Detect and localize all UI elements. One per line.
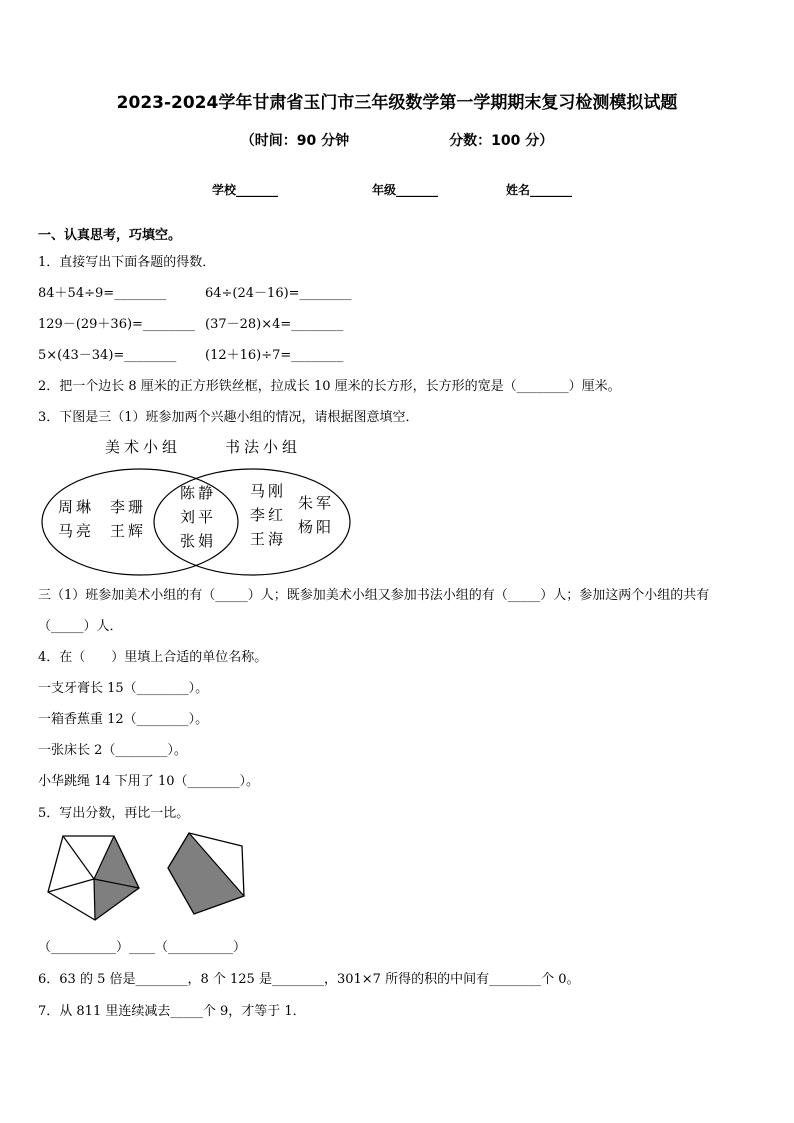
- calc-item: 64÷(24－16)=________: [205, 286, 352, 301]
- unit-item: 一箱香蕉重 12（________）。: [38, 712, 209, 727]
- question-5-stem: 5．写出分数，再比一比。: [38, 806, 190, 821]
- calc-item: 5×(43－34)=________: [38, 348, 177, 363]
- venn-diagram: [40, 432, 360, 582]
- calc-item: 129－(29＋36)=________: [38, 317, 195, 332]
- pentagon-divider: [48, 879, 94, 892]
- venn-member: 李红: [250, 506, 287, 524]
- venn-member: 杨阳: [298, 518, 335, 536]
- calc-item: (37－28)×4=________: [205, 317, 344, 332]
- unit-item: 一支牙膏长 15（________）。: [38, 681, 209, 696]
- section-heading: 一、认真思考，巧填空。: [38, 228, 182, 243]
- venn-member: 朱军: [298, 494, 335, 512]
- question-6: 6．63 的 5 倍是________，8 个 125 是________，301×7 所得的积的中间有________个 0。: [38, 972, 580, 987]
- venn-member: 陈静: [180, 484, 217, 502]
- question-7: 7．从 811 里连续减去_____个 9，才等于 1．: [38, 1004, 306, 1019]
- question-5-answer-line: （__________）____（__________）: [38, 940, 247, 955]
- calc-item: (12＋16)÷7=________: [205, 348, 344, 363]
- venn-member: 刘平: [180, 508, 217, 526]
- pentagon-divider: [63, 836, 94, 879]
- calc-item: 84＋54÷9=________: [38, 286, 167, 301]
- pentagon-figure-right: [164, 828, 254, 918]
- venn-member: 李珊: [110, 498, 147, 516]
- grade-field: 年级_______: [372, 183, 439, 197]
- exam-info: [0, 130, 794, 150]
- unit-item: 一张床长 2（________）。: [38, 743, 187, 758]
- venn-member: 周琳: [58, 498, 95, 516]
- total-score: 分数：100 分）: [449, 133, 554, 149]
- venn-member: 王海: [250, 530, 287, 548]
- time-limit: （时间：90 分钟: [240, 133, 350, 149]
- unit-item: 小华跳绳 14 下用了 10（________）。: [38, 774, 259, 789]
- question-4-stem: 4．在（ ）里填上合适的单位名称。: [38, 650, 268, 665]
- question-1-stem: 1．直接写出下面各题的得数．: [38, 255, 216, 270]
- question-3-stem: 3．下图是三（1）班参加两个兴趣小组的情况，请根据图意填空．: [38, 410, 419, 425]
- venn-label-calligraphy: 书法小组: [225, 438, 302, 456]
- venn-member: 马刚: [250, 482, 287, 500]
- venn-member: 张娟: [180, 532, 217, 550]
- page-title: 2023-2024学年甘肃省玉门市三年级数学第一学期期末复习检测模拟试题: [116, 93, 678, 113]
- name-field: 姓名_______: [506, 183, 573, 197]
- pentagon-figure-left: [44, 833, 144, 925]
- pentagon-shaded-part: [94, 836, 139, 920]
- venn-label-art: 美术小组: [105, 438, 182, 456]
- question-3-text-cont: （_____）人．: [38, 619, 123, 634]
- question-2: 2．把一个边长 8 厘米的正方形铁丝框，拉成长 10 厘米的长方形，长方形的宽是（________）厘米。: [38, 379, 621, 394]
- venn-member: 马亮: [58, 522, 95, 540]
- question-3-text: 三（1）班参加美术小组的有（_____）人；既参加美术小组又参加书法小组的有（_____）人；参加这两个小组的共有: [38, 588, 710, 603]
- school-field: 学校_______: [212, 183, 279, 197]
- venn-member: 王辉: [110, 522, 147, 540]
- pentagon-shaded-part: [168, 833, 244, 914]
